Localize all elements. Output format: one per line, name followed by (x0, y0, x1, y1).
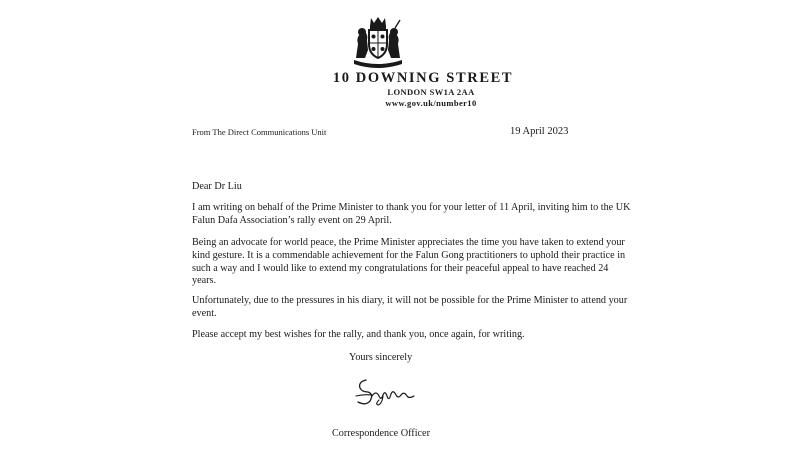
signatory-title: Correspondence Officer (332, 428, 430, 439)
paragraph-thanks: I am writing on behalf of the Prime Minister to thank you for your letter of 11 April, inviting him to the UK Falun Dafa Association’s rally event on 29 April. (192, 202, 631, 226)
salutation: Dear Dr Liu (192, 181, 242, 192)
handwritten-signature-icon (352, 374, 422, 408)
royal-coat-of-arms-icon (348, 14, 408, 70)
letterhead-website: www.gov.uk/number10 (385, 98, 477, 108)
sender-unit: From The Direct Communications Unit (192, 127, 327, 137)
closing: Yours sincerely (349, 352, 413, 363)
paragraph-appreciation: Being an advocate for world peace, the Prime Minister appreciates the time you have taken to extend your kind gesture. It is a commendable achievement for the Falun Gong practitioners to uphold their practice in such a way and I would like to extend my congratulations for their peaceful appeal to have reached 24 years. (192, 237, 626, 287)
letterhead-address: LONDON SW1A 2AA (387, 87, 475, 97)
letter-date: 19 April 2023 (510, 126, 569, 137)
letterhead-title: 10 DOWNING STREET (332, 70, 514, 86)
paragraph-decline: Unfortunately, due to the pressures in his diary, it will not be possible for the Prime Minister to attend your event. (192, 295, 628, 319)
paragraph-wishes: Please accept my best wishes for the rally, and thank you, once again, for writing. (192, 329, 525, 340)
